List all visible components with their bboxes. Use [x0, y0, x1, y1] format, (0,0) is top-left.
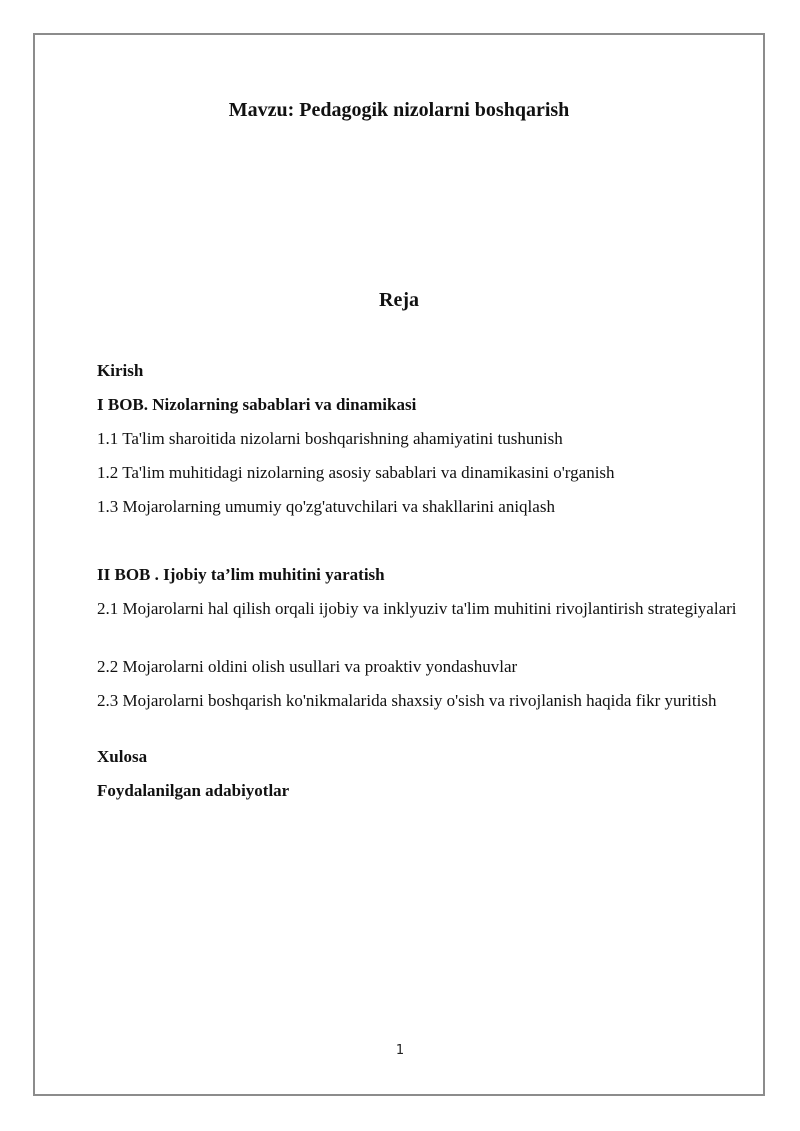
toc-item-2-3: 2.3 Mojarolarni boshqarish ko'nikmalarida shaxsiy o'sish va rivojlanish haqida fikr yuritish [97, 691, 717, 710]
toc-item-1-2: 1.2 Ta'lim muhitidagi nizolarning asosiy sabablari va dinamikasini o'rganish [97, 463, 615, 482]
toc-item-1-1: 1.1 Ta'lim sharoitida nizolarni boshqarishning ahamiyatini tushunish [97, 429, 563, 448]
document-title: Mavzu: Pedagogik nizolarni boshqarish [228, 99, 570, 121]
toc-references: Foydalanilgan adabiyotlar [97, 781, 290, 800]
toc-item-2-1: 2.1 Mojarolarni hal qilish orqali ijobiy va inklyuziv ta'lim muhitini rivojlantirish strategiyalari [97, 599, 737, 618]
toc-intro: Kirish [97, 361, 144, 380]
page-number: 1 [395, 1043, 405, 1058]
toc-chapter-1: I BOB. Nizolarning sabablari va dinamikasi [97, 395, 417, 414]
toc-chapter-2: II BOB . Ijobiy ta’lim muhitini yaratish [97, 565, 385, 584]
toc-item-1-3: 1.3 Mojarolarning umumiy qo'zg'atuvchilari va shakllarini aniqlash [97, 497, 555, 516]
toc-item-2-2: 2.2 Mojarolarni oldini olish usullari va proaktiv yondashuvlar [97, 657, 518, 676]
plan-heading: Reja [379, 289, 419, 311]
toc-conclusion: Xulosa [97, 747, 148, 766]
